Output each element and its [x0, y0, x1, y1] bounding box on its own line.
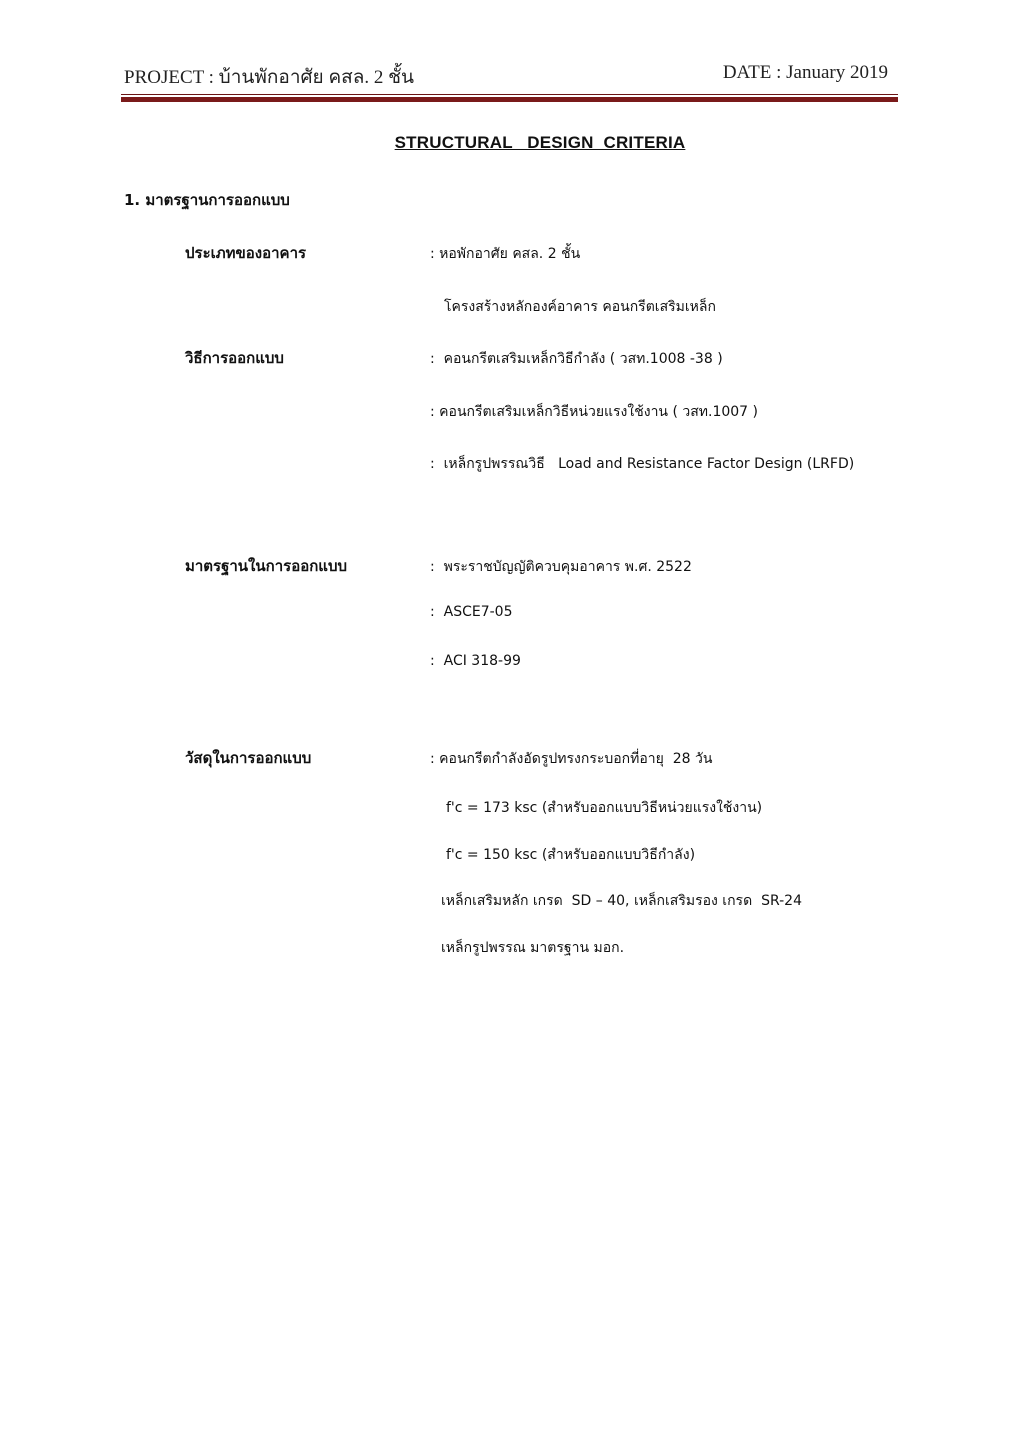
header-divider-thin	[121, 94, 898, 95]
design-standard-building-act: : พระราชบัญญัติควบคุมอาคาร พ.ศ. 2522	[430, 559, 692, 575]
design-standard-aci: : ACI 318-99	[430, 653, 521, 669]
section-heading: 1. มาตรฐานการออกแบบ	[124, 191, 290, 209]
materials-rebar: เหล็กเสริมหลัก เกรด SD – 40, เหล็กเสริมรอง เกรด SR-24	[441, 893, 802, 909]
materials-label: วัสดุในการออกแบบ	[185, 749, 312, 767]
date-header: DATE : January 2019	[722, 62, 888, 83]
design-standard-asce: : ASCE7-05	[430, 604, 513, 620]
materials-concrete: : คอนกรีตกำลังอัดรูปทรงกระบอกที่อายุ 28 วัน	[430, 751, 713, 767]
building-structure-value: โครงสร้างหลักองค์อาคาร คอนกรีตเสริมเหล็ก	[444, 299, 716, 315]
building-type-label: ประเภทของอาคาร	[185, 244, 307, 262]
page-title: STRUCTURAL DESIGN CRITERIA	[394, 133, 686, 152]
design-standard-label: มาตรฐานในการออกแบบ	[185, 557, 348, 575]
building-type-value: : หอพักอาศัย คสล. 2 ชั้น	[430, 246, 581, 262]
header-divider-thick	[121, 97, 898, 102]
materials-fc-working-stress: f'c = 173 ksc (สำหรับออกแบบวิธีหน่วยแรงใช้งาน)	[446, 800, 763, 816]
materials-structural-steel: เหล็กรูปพรรณ มาตรฐาน มอก.	[441, 940, 625, 956]
project-header: PROJECT : บ้านพักอาศัย คสล. 2 ชั้น	[124, 67, 415, 88]
materials-fc-strength: f'c = 150 ksc (สำหรับออกแบบวิธีกำลัง)	[446, 847, 696, 863]
design-method-working-stress: : คอนกรีตเสริมเหล็กวิธีหน่วยแรงใช้งาน ( วสท.1007 )	[430, 404, 758, 420]
design-method-lrfd: : เหล็กรูปพรรณวิธี Load and Resistance Factor Design (LRFD)	[430, 456, 855, 472]
design-method-strength: : คอนกรีตเสริมเหล็กวิธีกำลัง ( วสท.1008 -38 )	[430, 351, 723, 367]
design-method-label: วิธีการออกแบบ	[185, 349, 284, 367]
